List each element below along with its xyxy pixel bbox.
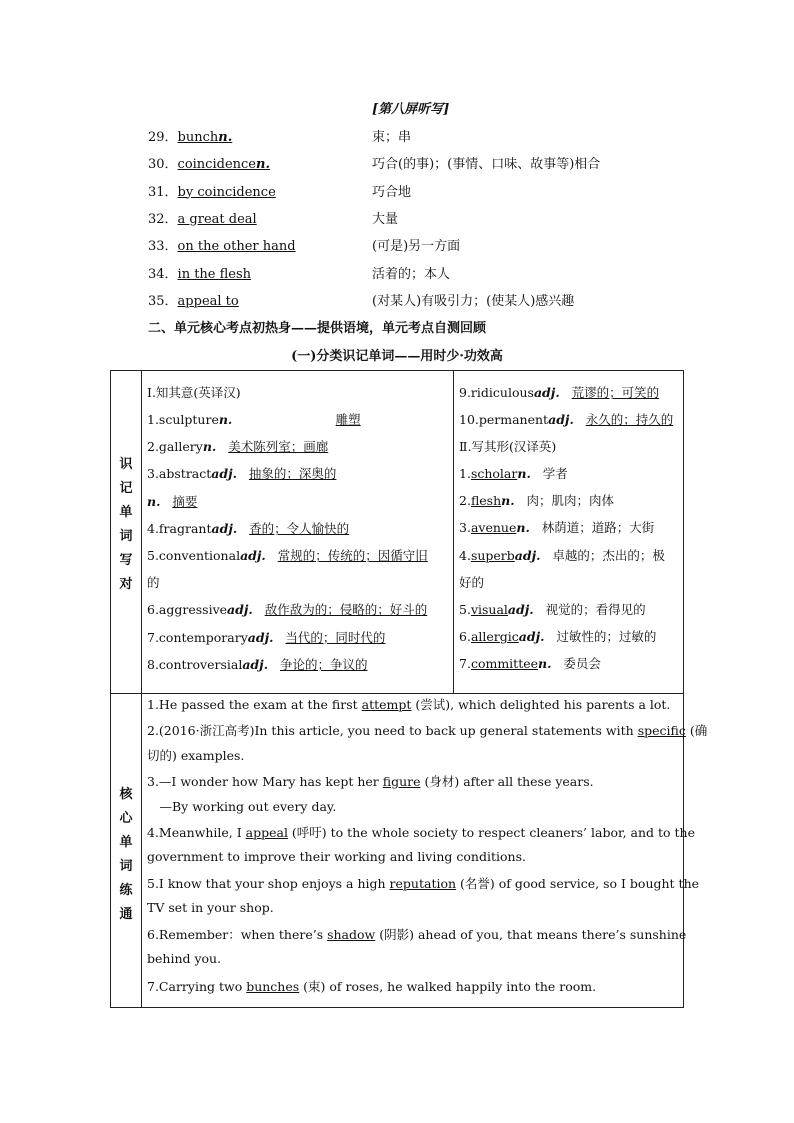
right-section-header: Ⅱ.写其形(汉译英): [459, 439, 557, 454]
answer: 敌作敌为的；侵略的；好斗的: [264, 602, 428, 618]
side-char: 通: [119, 907, 133, 922]
side-char: 记: [119, 481, 133, 496]
vocab-meaning: 巧合(的事)；(事情、口味、故事等)相合: [372, 157, 601, 173]
item-number: 6.: [459, 629, 471, 645]
term: 9.ridiculous: [459, 385, 534, 400]
side-char: 写: [119, 553, 133, 568]
side-char: 单: [119, 505, 133, 520]
spacer: [574, 412, 586, 427]
spacer: [560, 385, 572, 400]
part-of-speech: adj.: [211, 466, 237, 482]
spacer: [515, 493, 527, 508]
answer: 抽象的；深奥的: [248, 466, 337, 482]
section-title: 二、单元核心考点初热身——提供语境，单元考点自测回顾: [148, 321, 487, 336]
answer-word: superb: [470, 547, 515, 563]
item-number: 5.: [459, 602, 471, 617]
side-char: 词: [119, 859, 133, 874]
right-item: [459, 600, 646, 618]
practice-line: [147, 900, 677, 915]
spacer: [544, 629, 556, 644]
sentence-text: (确: [685, 722, 708, 738]
term: 6.aggressive: [147, 602, 228, 618]
part-of-speech: adj.: [211, 520, 238, 536]
item-number: 4.: [459, 547, 471, 563]
vocab-number: 34．: [148, 266, 178, 282]
spacer: [534, 602, 546, 617]
right-header: [459, 437, 556, 455]
sentence-text: 3.—I wonder how Mary has kept her: [147, 773, 383, 789]
vocab-meaning: 束；串: [372, 130, 412, 145]
meaning: 好的: [459, 574, 485, 590]
sentence-text: (身材) after all these years.: [420, 773, 594, 789]
side-char: 心: [119, 811, 133, 826]
answer-word: flesh: [470, 493, 502, 509]
vocab-meaning: 大量: [372, 211, 399, 227]
vocab-pos: n.: [218, 130, 233, 145]
answer-word: committee: [470, 656, 539, 672]
vocab-item: [148, 235, 668, 255]
part-of-speech: adj.: [548, 412, 574, 428]
spacer: [237, 521, 249, 536]
side-char: 词: [119, 529, 133, 544]
vocab-word: bunchn.: [177, 130, 233, 145]
sentence-text: 切的) examples.: [147, 748, 245, 764]
right-item: [459, 464, 568, 482]
side-char: 对: [119, 577, 133, 592]
sentence-text: TV set in your shop.: [147, 899, 274, 915]
term: 3.abstract: [147, 466, 212, 482]
meaning: 过敏性的；过敏的: [556, 629, 657, 645]
right-item: [459, 383, 659, 401]
right-item: [459, 627, 656, 645]
part-of-speech: adj.: [240, 548, 266, 563]
term: 2.gallery: [147, 439, 203, 455]
table-divider: [453, 371, 454, 693]
spacer: [237, 466, 249, 481]
term: 1.sculpture: [147, 412, 219, 427]
practice-line: [147, 977, 677, 995]
sentence-text: government to improve their working and living conditions.: [147, 848, 526, 864]
practice-line: [147, 746, 677, 764]
answer: 争论的；争议的: [279, 656, 368, 672]
answer: 雕塑: [335, 412, 361, 427]
answer-word: scholar: [470, 466, 518, 481]
practice-line: [147, 797, 677, 815]
left-item: [147, 600, 427, 618]
sentence-text: (阴影) ahead of you, that means there’s sunshine: [375, 927, 687, 943]
sentence-text: 6.Remember：when there’s: [147, 927, 328, 943]
spacer: [160, 494, 172, 509]
vocab-word: on the other hand: [177, 239, 296, 255]
term: 5.conventional: [147, 548, 241, 563]
part-of-speech: n.: [147, 493, 161, 509]
answer-word: appeal: [245, 825, 288, 840]
meaning: 视觉的；看得见的: [545, 602, 646, 617]
vocab-number: 29．: [148, 130, 178, 145]
right-item: [459, 410, 673, 428]
left-item: [147, 410, 361, 428]
page-heading: [第八屏听写]: [372, 102, 450, 117]
answer: 的: [147, 575, 160, 591]
answer-word: bunches: [246, 978, 300, 994]
answer-word: figure: [382, 773, 421, 789]
answer-word: reputation: [389, 876, 457, 892]
vocab-term: [148, 263, 251, 282]
sentence-text: (束) of roses, he walked happily into the room.: [299, 978, 597, 994]
vocab-number: 35．: [148, 293, 178, 309]
part-of-speech: adj.: [507, 602, 534, 617]
meaning: 林荫道；道路；大街: [541, 520, 655, 536]
spacer: [530, 520, 542, 535]
side-char: 识: [119, 457, 133, 472]
practice-line: [147, 823, 695, 841]
spacer: [268, 657, 280, 672]
vocab-item: [148, 208, 668, 228]
vocab-term: [148, 126, 232, 145]
vocab-word: a great deal: [177, 211, 257, 227]
sentence-text: 2.(2016·浙江高考)In this article, you need to back up general statements with: [147, 722, 638, 738]
vocab-meaning: 活着的；本人: [372, 266, 451, 282]
answer-word: shadow: [327, 927, 376, 943]
answer-word: allergic: [470, 629, 519, 645]
answer: 美术陈列室；画廊: [228, 439, 329, 455]
left-item: [147, 464, 336, 482]
vocab-word: by coincidence: [177, 184, 276, 200]
vocab-meaning: (对某人)有吸引力；(使某人)感兴趣: [372, 293, 575, 309]
item-number: 2.: [459, 493, 471, 509]
answer: 当代的；同时代的: [285, 629, 386, 645]
part-of-speech: n.: [517, 466, 531, 481]
left-item: [147, 492, 197, 510]
part-of-speech: adj.: [533, 385, 560, 400]
spacer: [541, 548, 553, 563]
vocab-number: 30．: [148, 157, 178, 173]
sentence-text: (名誉) of good service, so I bought the: [456, 876, 700, 892]
practice-line: [147, 695, 677, 713]
left-item: [147, 519, 349, 537]
part-of-speech: n.: [501, 493, 515, 509]
vocab-item: [148, 153, 668, 173]
left-item: [147, 655, 367, 673]
vocab-meaning: 巧合地: [372, 184, 412, 200]
practice-line: [147, 772, 677, 790]
vocab-term: [148, 153, 270, 172]
spacer: [551, 656, 563, 671]
part-of-speech: adj.: [518, 629, 545, 645]
sentence-text: 4.Meanwhile, I: [147, 825, 246, 840]
spacer: [216, 439, 228, 454]
vocab-word: in the flesh: [177, 266, 252, 282]
side-label-memorize: [111, 453, 141, 597]
vocab-number: 33．: [148, 239, 178, 255]
left-header: [147, 383, 241, 401]
spacer: [274, 630, 286, 645]
part-of-speech: n.: [538, 656, 552, 672]
left-item: [147, 546, 428, 564]
right-item: [459, 491, 614, 509]
answer: 常规的；传统的；因循守旧: [277, 548, 428, 563]
left-item: [147, 573, 160, 591]
part-of-speech: adj.: [242, 656, 269, 672]
spacer: [253, 602, 265, 617]
vocab-term: [148, 208, 257, 227]
term: 4.fragrant: [147, 520, 212, 536]
section-subtitle: (一)分类识记单词——用时少·功效高: [291, 349, 503, 364]
left-item: [147, 437, 328, 455]
item-number: 7.: [459, 656, 471, 672]
sentence-text: 5.I know that your shop enjoys a high: [147, 876, 390, 892]
answer: 荒谬的；可笑的: [571, 385, 660, 400]
sentence-text: 1.He passed the exam at the first: [147, 697, 362, 712]
vocab-item: [148, 263, 668, 283]
sentence-text: behind you.: [147, 951, 222, 966]
side-label-practice: [111, 783, 141, 927]
practice-line: [147, 721, 708, 739]
sentence-text: 7.Carrying two: [147, 978, 247, 994]
answer: 摘要: [172, 493, 198, 509]
answer-word: specific: [637, 722, 686, 738]
left-item: [147, 628, 385, 646]
meaning: 卓越的；杰出的；极: [552, 547, 665, 563]
item-number: 3.: [459, 520, 471, 536]
right-item: [459, 518, 654, 536]
practice-line: [147, 874, 700, 892]
meaning: 肉；肌肉；肉体: [526, 493, 615, 509]
term: 8.controversial: [147, 656, 243, 672]
side-char: 单: [119, 835, 133, 850]
term: 7.contemporary: [147, 629, 248, 645]
vocab-item: [148, 290, 668, 310]
spacer: [531, 466, 543, 481]
answer-word: avenue: [470, 520, 517, 536]
vocab-number: 31．: [148, 184, 178, 200]
vocab-item: [148, 126, 668, 146]
answer: 香的；令人愉快的: [249, 520, 350, 536]
right-item: [459, 654, 601, 672]
vocab-term: [148, 290, 239, 309]
spacer: [232, 412, 335, 427]
vocab-meaning: (可是)另一方面: [372, 239, 461, 255]
vocab-number: 32．: [148, 211, 178, 227]
practice-line: [147, 951, 677, 966]
answer: 永久的；持久的: [585, 412, 674, 428]
side-char: 核: [119, 787, 133, 802]
sentence-text: (呼吁) to the whole society to respect cleaners’ labor, and to the: [287, 825, 695, 840]
vocab-term: [148, 181, 276, 200]
part-of-speech: n.: [202, 439, 217, 455]
spacer: [266, 548, 278, 563]
practice-line: [147, 925, 687, 943]
meaning: 学者: [542, 466, 568, 481]
part-of-speech: n.: [218, 412, 233, 427]
part-of-speech: n.: [516, 520, 530, 536]
practice-line: [147, 849, 677, 864]
table-divider: [111, 693, 683, 694]
part-of-speech: adj.: [247, 629, 274, 645]
vocab-pos: n.: [256, 157, 270, 173]
table-divider: [141, 371, 142, 1007]
sentence-text: (尝试), which delighted his parents a lot.: [411, 697, 671, 712]
answer-word: visual: [470, 602, 508, 617]
meaning: 委员会: [563, 656, 601, 672]
part-of-speech: adj.: [227, 602, 253, 618]
right-item: [459, 546, 665, 564]
term: 10.permanent: [459, 412, 549, 428]
vocab-term: [148, 235, 296, 254]
vocab-word: appeal to: [177, 293, 239, 309]
part-of-speech: adj.: [514, 547, 541, 563]
sentence-text: —By working out every day.: [147, 799, 337, 815]
vocab-item: [148, 181, 668, 201]
answer-word: attempt: [361, 697, 412, 712]
vocab-word: coincidencen.: [177, 157, 270, 173]
item-number: 1.: [459, 466, 471, 481]
left-section-header: Ⅰ.知其意(英译汉): [147, 385, 241, 400]
side-char: 练: [119, 883, 133, 898]
right-item: [459, 573, 484, 591]
